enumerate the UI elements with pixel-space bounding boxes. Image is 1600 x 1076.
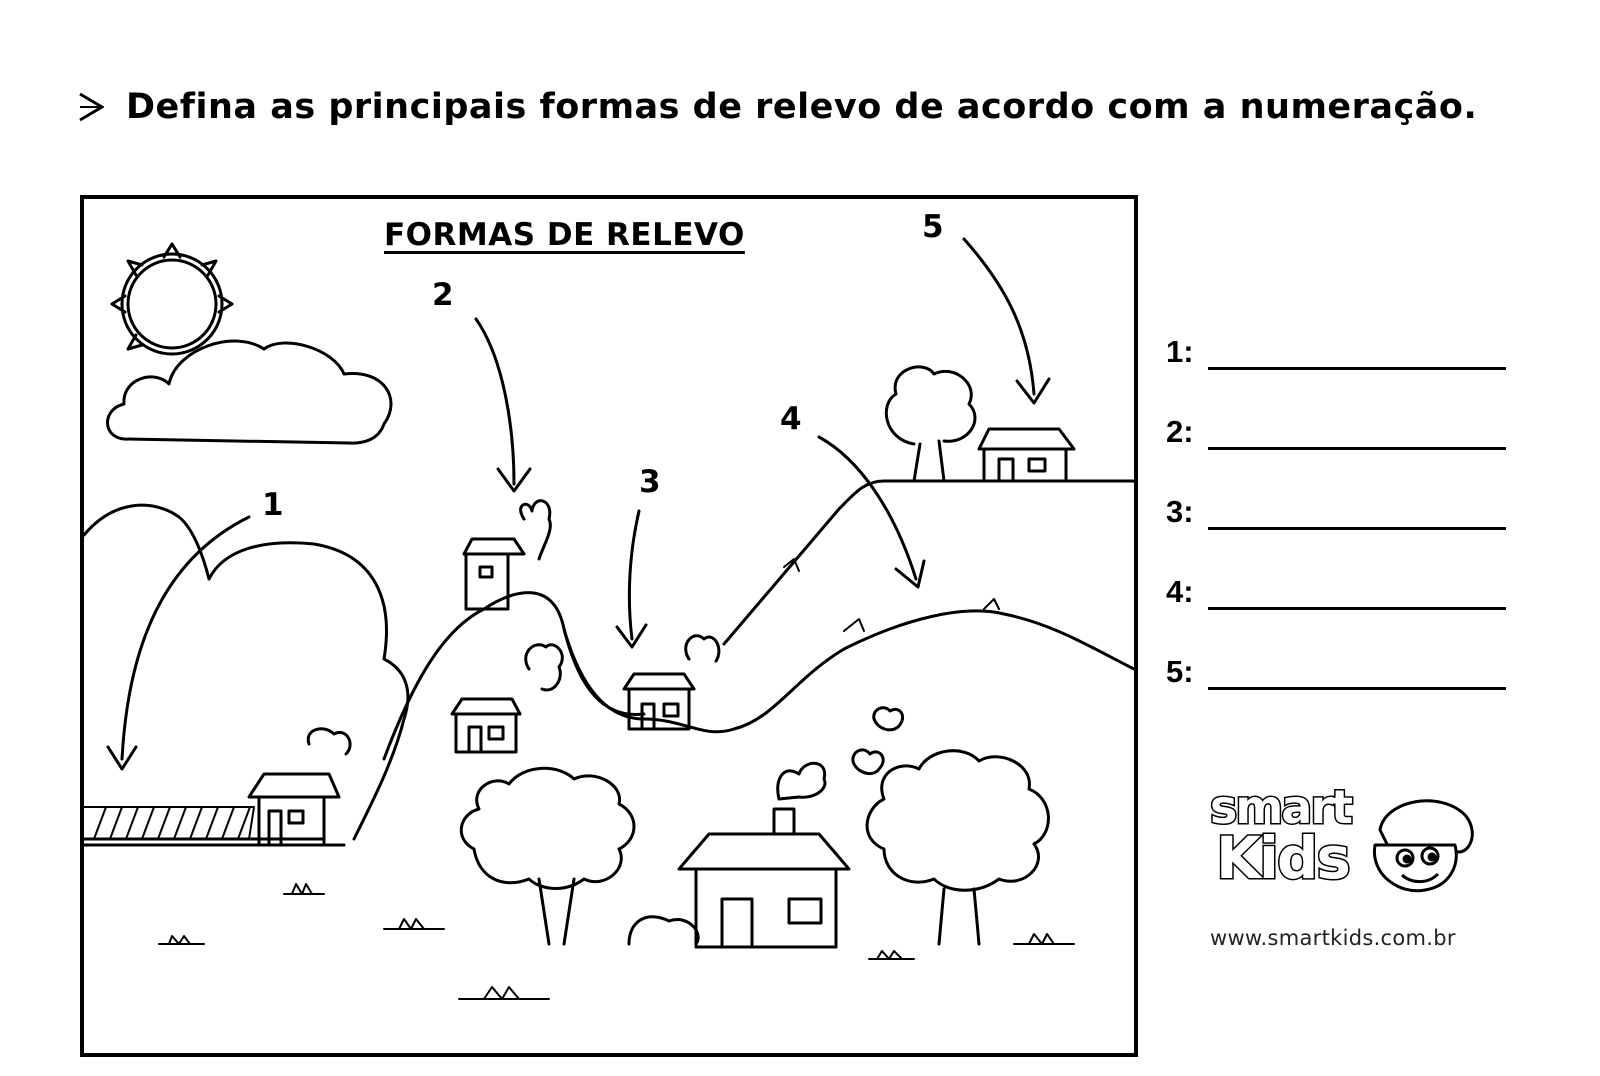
tree-big-left bbox=[461, 768, 634, 944]
valley bbox=[564, 611, 1134, 732]
answer-blank-4[interactable] bbox=[1208, 577, 1506, 610]
answer-label: 3: bbox=[1166, 494, 1194, 529]
sun-icon bbox=[112, 244, 232, 354]
tree-plateau bbox=[886, 367, 975, 481]
arrow-5-icon bbox=[964, 239, 1049, 403]
answer-row-1 bbox=[1166, 330, 1506, 370]
cloud-icon bbox=[108, 341, 391, 443]
logo-kids-text: Kids bbox=[1216, 824, 1349, 892]
answer-row-4 bbox=[1166, 570, 1506, 610]
instruction bbox=[78, 82, 1477, 132]
mascot-face-icon bbox=[1360, 790, 1480, 900]
answer-label: 4: bbox=[1166, 574, 1194, 609]
marker-3: 3 bbox=[639, 464, 661, 500]
relief-scene bbox=[84, 199, 1134, 1053]
relief-illustration bbox=[80, 195, 1138, 1057]
plateau bbox=[724, 481, 1134, 644]
arrowhead-bullet-icon bbox=[78, 92, 104, 122]
house-slope bbox=[452, 699, 520, 752]
marker-4: 4 bbox=[780, 401, 802, 437]
house-plateau bbox=[979, 429, 1074, 481]
grass-tufts bbox=[159, 559, 1074, 999]
arrow-1-icon bbox=[108, 517, 249, 769]
arrow-2-icon bbox=[476, 319, 530, 491]
logo-smart-text: smart bbox=[1210, 780, 1352, 834]
instruction-text: Defina as principais formas de relevo de acordo com a numeração. bbox=[126, 87, 1478, 127]
answer-label: 1: bbox=[1166, 334, 1194, 369]
answer-blank-1[interactable] bbox=[1208, 337, 1506, 370]
hill-top bbox=[384, 593, 644, 759]
house-plain bbox=[249, 774, 339, 845]
field-hatching bbox=[84, 807, 254, 839]
answer-blank-3[interactable] bbox=[1208, 497, 1506, 530]
mountain-range bbox=[84, 505, 408, 839]
answer-label: 2: bbox=[1166, 414, 1194, 449]
answer-blank-5[interactable] bbox=[1208, 657, 1506, 690]
marker-5: 5 bbox=[922, 209, 944, 245]
illustration-title: FORMAS DE RELEVO bbox=[384, 217, 745, 253]
tree-big-right bbox=[867, 751, 1048, 944]
smartkids-logo bbox=[1210, 780, 1500, 920]
marker-2: 2 bbox=[432, 277, 454, 313]
house-hill bbox=[464, 539, 524, 609]
answer-label: 5: bbox=[1166, 654, 1194, 689]
answer-row-5 bbox=[1166, 650, 1506, 690]
answer-blank-2[interactable] bbox=[1208, 417, 1506, 450]
site-url: www.smartkids.com.br bbox=[1210, 926, 1456, 950]
marker-1: 1 bbox=[262, 487, 284, 523]
bushes bbox=[308, 501, 719, 944]
house-front bbox=[679, 708, 903, 947]
answer-row-2 bbox=[1166, 410, 1506, 450]
arrow-3-icon bbox=[617, 511, 646, 647]
answer-row-3 bbox=[1166, 490, 1506, 530]
